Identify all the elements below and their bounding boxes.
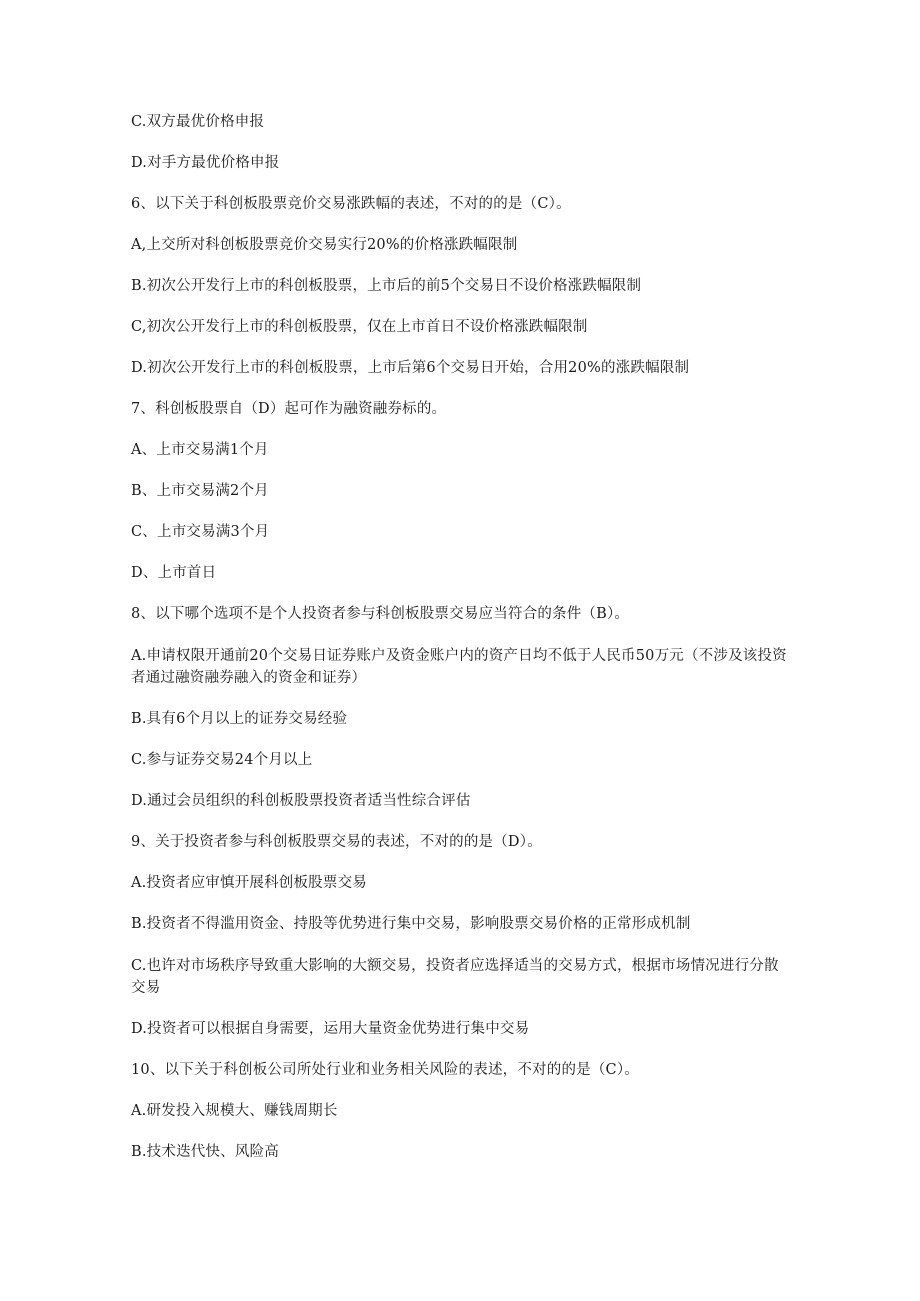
question-6: 6、以下关于科创板股票竞价交易涨跌幅的表述，不对的的是（C）。 xyxy=(131,196,571,212)
option-b-q10: B.技术迭代快、风险高 xyxy=(131,1144,279,1160)
question-10: 10、以下关于科创板公司所处行业和业务相关风险的表述，不对的的是（C）。 xyxy=(131,1062,639,1078)
option-b-q8: B.具有6个月以上的证券交易经验 xyxy=(131,711,348,727)
option-d-q9: D.投资者可以根据自身需要，运用大量资金优势进行集中交易 xyxy=(131,1021,530,1037)
option-d-q7: D、上市首日 xyxy=(131,565,217,581)
option-c-q7: C、上市交易满3个月 xyxy=(131,524,270,540)
option-a-q6: A,上交所对科创板股票竞价交易实行20%的价格涨跌幅限制 xyxy=(131,237,518,253)
option-b-q7: B、上市交易满2个月 xyxy=(131,483,269,499)
option-a-q9: A.投资者应审慎开展科创板股票交易 xyxy=(131,875,367,891)
option-c-q6: C,初次公开发行上市的科创板股票，仅在上市首日不设价格涨跌幅限制 xyxy=(131,319,588,335)
question-8: 8、以下哪个选项不是个人投资者参与科创板股票交易应当符合的条件（B）。 xyxy=(131,606,630,622)
option-c-q9: C.也许对市场秩序导致重大影响的大额交易，投资者应选择适当的交易方式，根据市场情况进行分散交易 xyxy=(131,958,779,996)
question-9: 9、关于投资者参与科创板股票交易的表述，不对的的是（D）。 xyxy=(131,834,542,850)
option-d-q8: D.通过会员组织的科创板股票投资者适当性综合评估 xyxy=(131,793,471,809)
option-c-q5: C.双方最优价格申报 xyxy=(131,114,265,130)
option-a-q8: A.申请权限开通前20个交易日证券账户及资金账户内的资产日均不低于人民币50万元（不涉及该投资者通过融资融券融入的资金和证券） xyxy=(131,648,787,686)
option-a-q7: A、上市交易满1个月 xyxy=(131,442,269,458)
option-a-q10: A.研发投入规模大、赚钱周期长 xyxy=(131,1103,338,1119)
option-c-q8: C.参与证券交易24个月以上 xyxy=(131,752,313,768)
option-d-q5: D.对手方最优价格申报 xyxy=(131,155,280,171)
option-b-q9: B.投资者不得滥用资金、持股等优势进行集中交易，影响股票交易价格的正常形成机制 xyxy=(131,916,691,932)
option-d-q6: D.初次公开发行上市的科创板股票，上市后第6个交易日开始，合用20%的涨跌幅限制 xyxy=(131,360,690,376)
option-b-q6: B.初次公开发行上市的科创板股票，上市后的前5个交易日不设价格涨跌幅限制 xyxy=(131,278,642,294)
question-7: 7、科创板股票自（D）起可作为融资融券标的。 xyxy=(131,401,447,417)
